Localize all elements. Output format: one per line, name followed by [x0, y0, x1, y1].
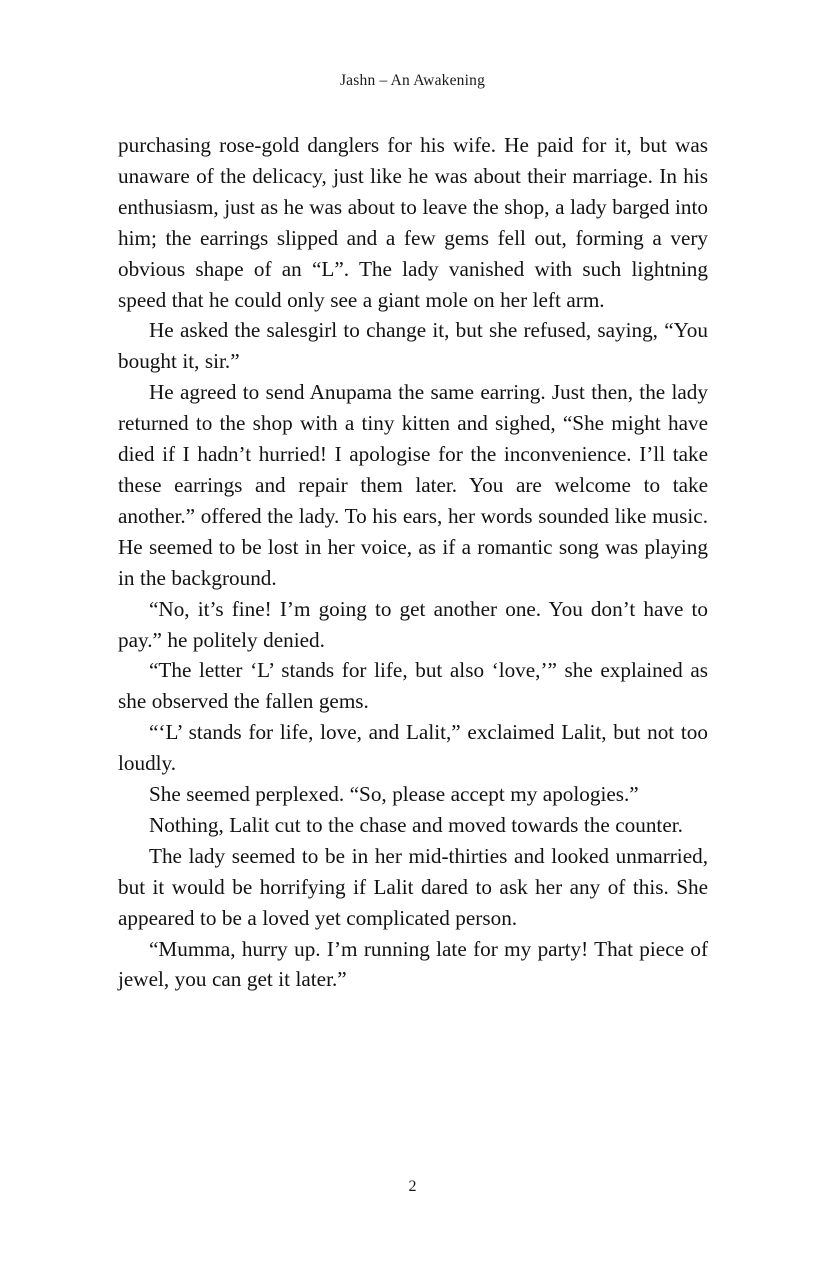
body-text-block	[118, 130, 708, 995]
paragraph: “The letter ‘L’ stands for life, but also ‘love,’” she explained as she observed the fallen gems.	[118, 658, 708, 714]
paragraph: The lady seemed to be in her mid-thirties and looked unmarried, but it would be horrifying if Lalit dared to ask her any of this. She appeared to be a loved yet complicated person.	[118, 843, 708, 930]
paragraph: He agreed to send Anupama the same earring. Just then, the lady returned to the shop with a tiny kitten and sighed, “She might have died if I hadn’t hurried! I apologise for the inconvenience. I’ll take these earrings and repair them later. You are welcome to take another.” offered the lady. To his ears, her words sounded like music. He seemed to be lost in her voice, as if a romantic song was playing in the background.	[118, 380, 708, 590]
paragraph: “‘L’ stands for life, love, and Lalit,” exclaimed Lalit, but not too loudly.	[118, 720, 708, 776]
paragraph: He asked the salesgirl to change it, but she refused, saying, “You bought it, sir.”	[118, 318, 708, 374]
paragraph: She seemed perplexed. “So, please accept my apologies.”	[149, 782, 639, 807]
paragraph: “Mumma, hurry up. I’m running late for my party! That piece of jewel, you can get it later.”	[118, 936, 708, 992]
page-number: 2	[408, 1178, 417, 1195]
paragraph: Nothing, Lalit cut to the chase and moved towards the counter.	[149, 812, 683, 837]
paragraph: “No, it’s fine! I’m going to get another one. You don’t have to pay.” he politely denied.	[118, 596, 708, 652]
paragraph: purchasing rose-gold danglers for his wife. He paid for it, but was unaware of the delicacy, just like he was about their marriage. In his enthusiasm, just as he was about to leave the shop, a lady barged into him; the earrings slipped and a few gems fell out, forming a very obvious shape of an “L”. The lady vanished with such lightning speed that he could only see a giant mole on her left arm.	[118, 133, 708, 312]
running-head: Jashn – An Awakening	[339, 72, 486, 89]
